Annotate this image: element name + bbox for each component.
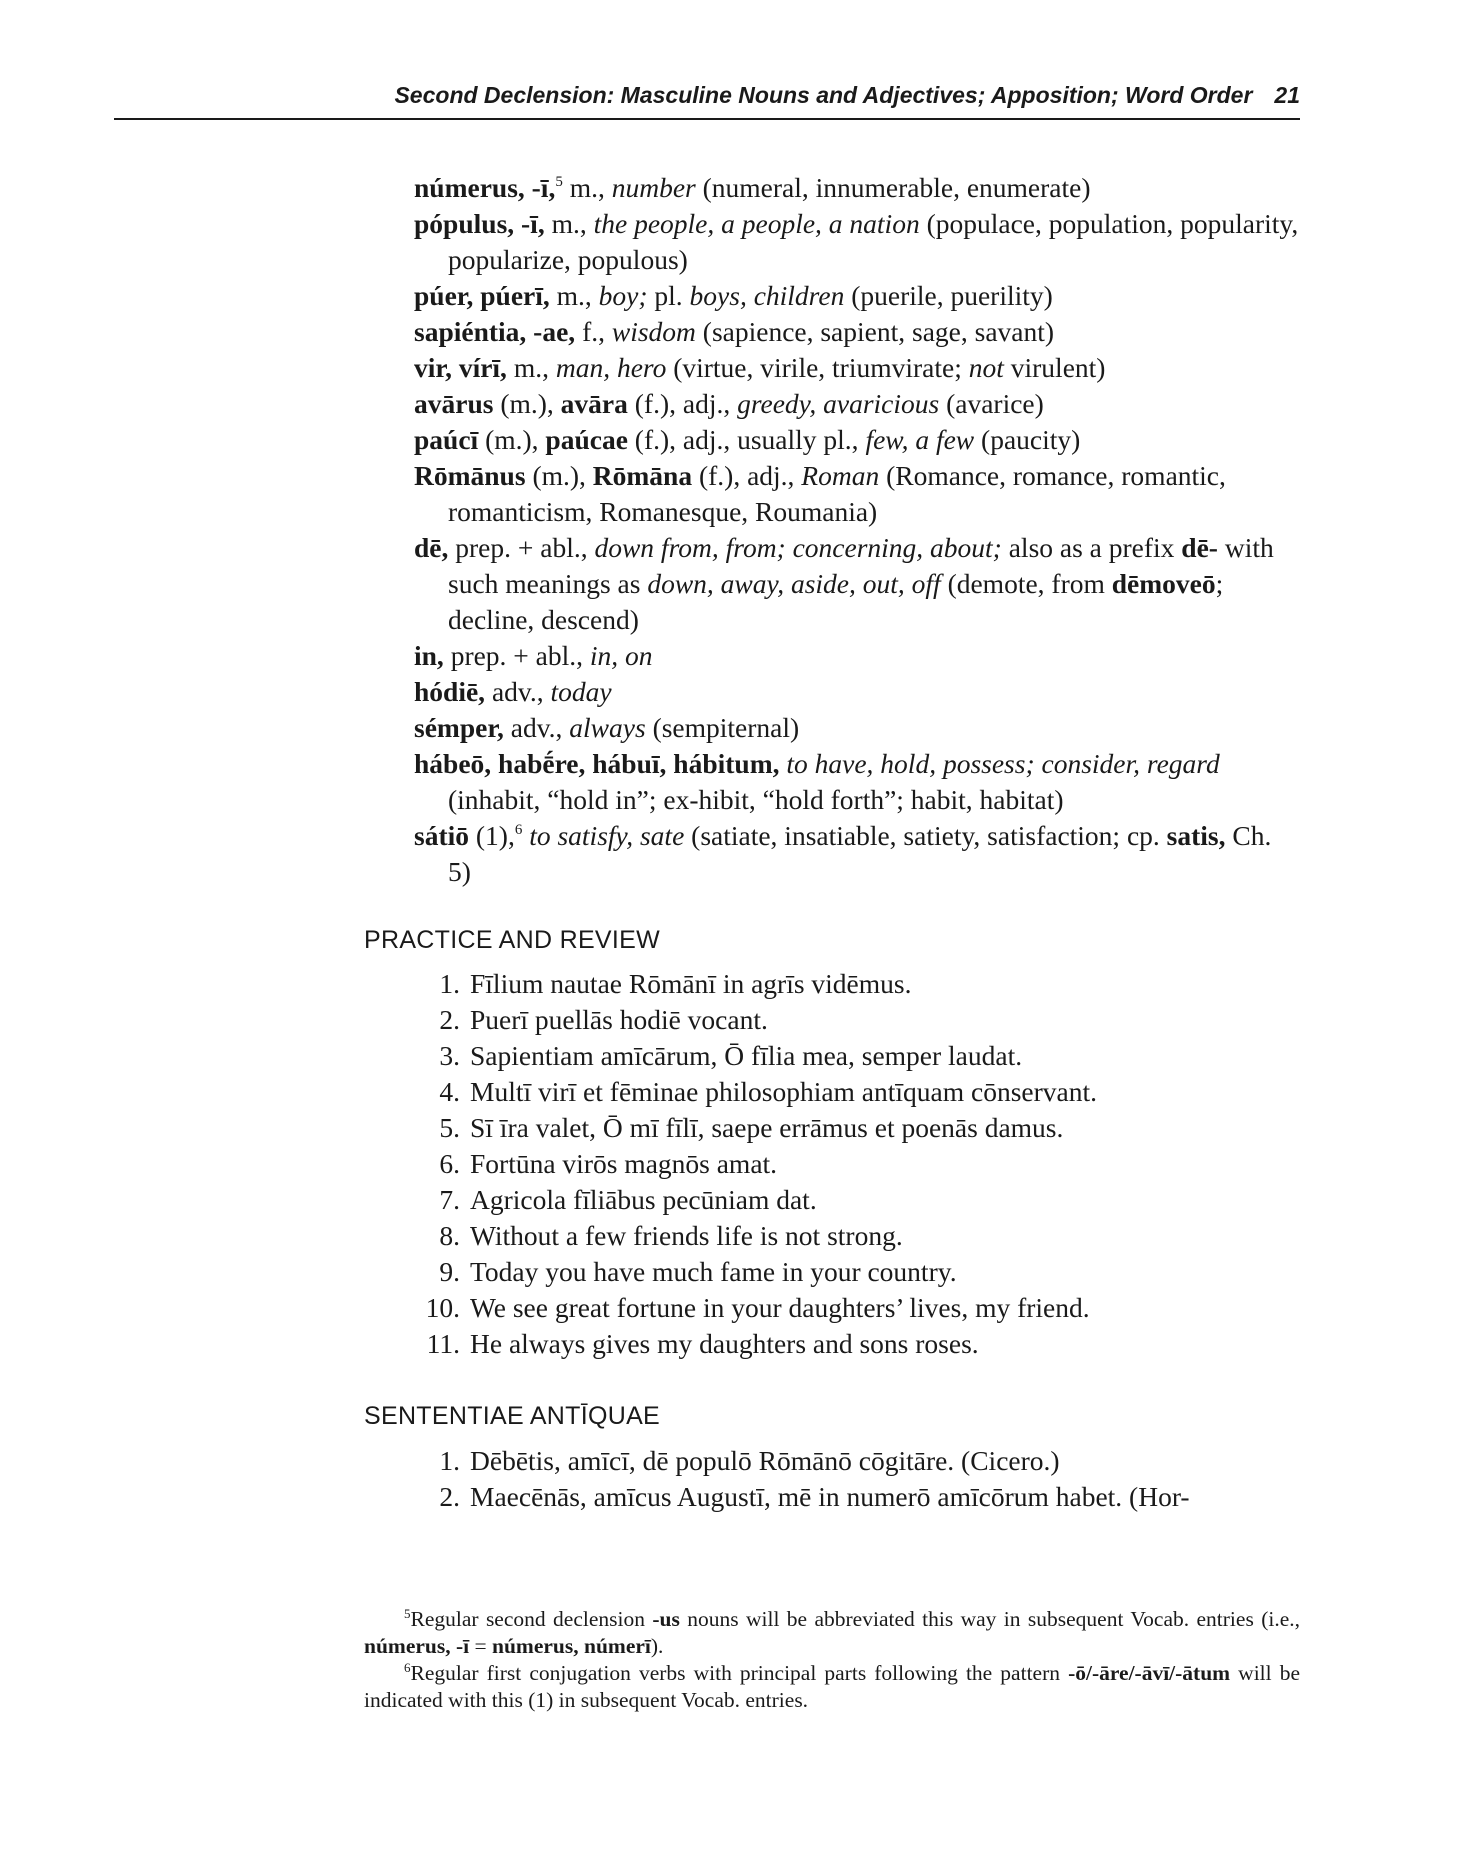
vocab-entry-sapientia: sapiéntia, -ae, f., wisdom (sapience, sapient, sage, savant) — [414, 316, 1055, 347]
practice-heading: PRACTICE AND REVIEW — [364, 926, 661, 954]
sententiae-list — [414, 1443, 1304, 1515]
vocab-entry-semper: sémper, adv., always (sempiternal) — [414, 712, 800, 743]
list-item: 1. Dēbētis, amīcī, dē populō Rōmānō cōgitāre. (Cicero.) — [439, 1445, 1060, 1476]
list-item: 7. Agricola fīliābus pecūniam dat. — [439, 1184, 817, 1215]
vocab-entry-vir: vir, vírī, m., man, hero (virtue, virile, triumvirate; not virulent) — [414, 352, 1106, 383]
list-item: 8. Without a few friends life is not strong. — [439, 1220, 903, 1251]
chapter-title: Second Declension: Masculine Nouns and Adjectives; Apposition; Word Order — [394, 82, 1253, 108]
list-item: 6. Fortūna virōs magnōs amat. — [439, 1148, 778, 1179]
practice-list — [414, 966, 1304, 1362]
footnote-5: $^5$Regular second declension -us nouns will be abbreviated this way in subsequent Vocab. entries (i.e., númerus, -ī = númerus, númerī). — [364, 1606, 1300, 1658]
footnote-ref: 5 — [555, 174, 563, 190]
vocab-entry-hodie: hódiē, adv., today — [414, 676, 612, 707]
vocab-entry-romanus: Rōmānus (m.), Rōmāna (f.), adj., Roman (Romance, romance, romantic, romanticism, Romanesque, Roumania) — [414, 460, 1226, 527]
list-item: 10. We see great fortune in your daughters’ lives, my friend. — [425, 1292, 1090, 1323]
vocab-entry-habeo: hábeō, habḗre, hábuī, hábitum, to have, hold, possess; consider, regard (inhabit, “hold in”; ex-hibit, “hold forth”; habit, habitat) — [414, 748, 1220, 815]
list-item: 2. Puerī puellās hodiē vocant. — [439, 1004, 768, 1035]
list-item: 11. He always gives my daughters and sons roses. — [426, 1328, 979, 1359]
footnotes — [364, 1606, 1300, 1714]
list-item: 3. Sapientiam amīcārum, Ō fīlia mea, semper laudat. — [439, 1040, 1023, 1071]
list-item: 4. Multī virī et fēminae philosophiam antīquam cōnservant. — [439, 1076, 1098, 1107]
vocab-entry-numerus: númerus, -ī,$^5$ m., number (numeral, innumerable, enumerate) — [414, 172, 1091, 203]
vocab-entry-avarus: avārus (m.), avāra (f.), adj., greedy, avaricious (avarice) — [414, 388, 1044, 419]
sententiae-heading: SENTENTIAE ANTĪQUAE — [364, 1402, 661, 1430]
vocab-entry-in: in, prep. + abl., in, on — [414, 640, 653, 671]
vocab-entry-puer: púer, púerī, m., boy; pl. boys, children (puerile, puerility) — [414, 280, 1053, 311]
list-item: 9. Today you have much fame in your country. — [439, 1256, 957, 1287]
vocab-entry-pauci: paúcī (m.), paúcae (f.), adj., usually pl., few, a few (paucity) — [414, 424, 1081, 455]
page-number: 21 — [1274, 82, 1300, 108]
list-item: 5. Sī īra valet, Ō mī fīlī, saepe errāmus et poenās damus. — [439, 1112, 1064, 1143]
running-head — [114, 78, 1300, 120]
footnote-6: $^6$Regular first conjugation verbs with principal parts following the pattern -ō/-āre/-āvī/-ātum will be indicated with this (1) in subsequent Vocab. entries. — [364, 1660, 1300, 1712]
vocab-entry-de: dē, prep. + abl., down from, from; concerning, about; also as a prefix dē- with such meanings as down, away, aside, out, off (demote, from dēmoveō; decline, descend) — [414, 532, 1274, 635]
vocab-entry-populus: pópulus, -ī, m., the people, a people, a nation (populace, population, popularity, popularize, populous) — [414, 208, 1299, 275]
list-item: 2. Maecēnās, amīcus Augustī, mē in numerō amīcōrum habet. (Hor- — [439, 1481, 1190, 1512]
footnote-ref: 6 — [514, 822, 523, 838]
list-item: 1. Fīlium nautae Rōmānī in agrīs vidēmus. — [439, 968, 912, 999]
vocab-entry-satio: sátiō (1),$^6$ to satisfy, sate (satiate, insatiable, satiety, satisfaction; cp. satis, Ch. 5) — [414, 820, 1272, 887]
vocabulary-list — [414, 170, 1300, 890]
